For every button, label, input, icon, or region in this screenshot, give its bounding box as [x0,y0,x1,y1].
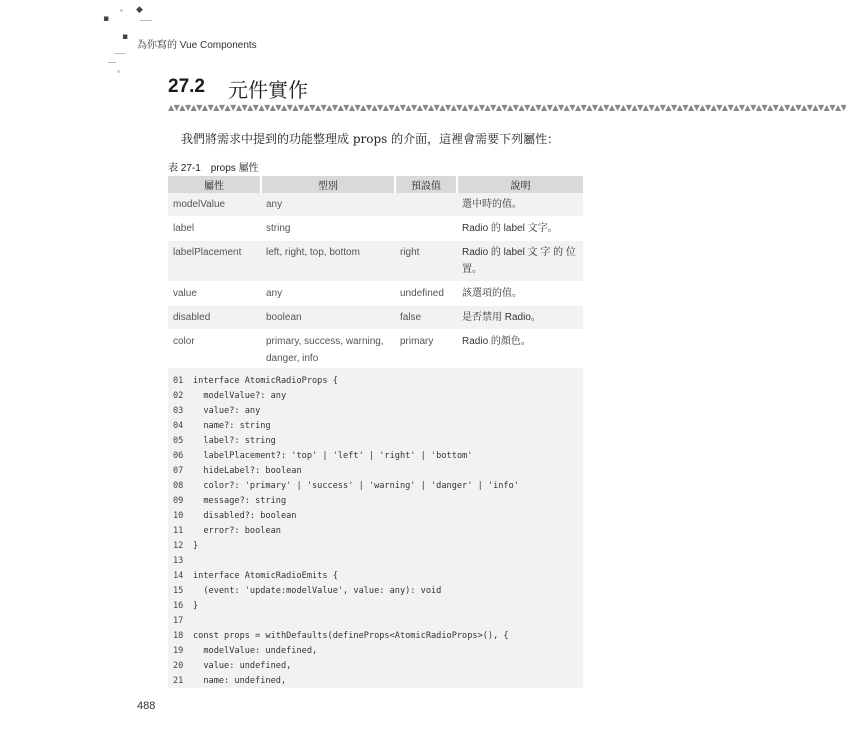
cell-desc: Radio 的 label 文 字 的 位置。 [457,241,583,282]
cell-name: disabled [168,306,261,330]
line-number: 04 [173,421,184,431]
triangle-divider: ▲▼▲▼▲▼▲▼▲▼▲▼▲▼▲▼▲▼▲▼▲▼▲▼▲▼▲▼▲▼▲▼▲▼▲▼▲▼▲▼▲▼▲▼▲▼▲▼▲▼▲▼▲▼▲▼▲▼▲▼▲▼▲▼▲▼▲▼▲▼▲▼▲▼▲▼▲▼▲▼▲▼▲▼▲▼▲▼▲▼▲▼▲▼▲▼▲▼▲▼▲▼▲▼▲▼▲▼▲▼▲▼▲▼▲▼▲▼▲▼ [168,103,846,112]
section-number: 27.2 [168,76,205,97]
line-number: 08 [173,481,184,491]
cell-type: primary, success, warning, danger, info [261,330,395,371]
cell-type: string [261,217,395,241]
cell-type: boolean [261,306,395,330]
line-number: 01 [173,376,184,386]
line-number: 06 [173,451,184,461]
code-text: name: undefined, [193,676,287,686]
square-icon: ▪ [103,14,110,24]
code-text: message?: string [193,496,287,506]
header-cell-description: 說明 [457,176,583,193]
section-title: 元件實作 [228,78,308,102]
code-text: value: undefined, [193,661,292,671]
code-text: hideLabel?: boolean [193,466,302,476]
cell-name: value [168,282,261,306]
code-line [173,389,519,404]
running-header: 為你寫的 Vue Components [137,40,257,51]
cell-type: left, right, top, bottom [261,241,395,282]
line-number: 16 [173,601,184,611]
code-text: interface AtomicRadioEmits { [193,571,338,581]
table-row [168,193,583,217]
line-number: 18 [173,631,184,641]
cell-name: labelPlacement [168,241,261,282]
line-number: 17 [173,616,184,626]
code-line [173,599,519,614]
cell-desc: 選中時的值。 [457,193,583,217]
code-line [173,614,519,629]
cell-desc: 是否禁用 Radio。 [457,306,583,330]
line-number: 15 [173,586,184,596]
cell-default: right [395,241,457,282]
code-line [173,659,519,674]
code-text: label?: string [193,436,276,446]
cell-default: primary [395,330,457,371]
line-number: 14 [173,571,184,581]
intro-paragraph: 我們將需求中提到的功能整理成 props 的介面，這裡會需要下列屬性： [181,132,560,146]
cell-default [395,193,457,217]
cell-name: modelValue [168,193,261,217]
code-text: (event: 'update:modelValue', value: any): void [193,586,442,596]
code-text: modelValue?: any [193,391,287,401]
line-number: 03 [173,406,184,416]
line-number: 09 [173,496,184,506]
code-line [173,449,519,464]
cell-desc: 該選項的值。 [457,282,583,306]
header-cell-default: 預設值 [395,176,457,193]
code-line [173,584,519,599]
code-line [173,494,519,509]
cell-desc: Radio 的 label 文字。 [457,217,583,241]
code-line [173,374,519,389]
code-line [173,569,519,584]
code-line [173,479,519,494]
decorative-line [115,53,125,54]
cell-desc: Radio 的顏色。 [457,330,583,371]
line-number: 11 [173,526,184,536]
code-text: } [193,541,199,551]
table-header-row [168,176,583,193]
code-text: labelPlacement?: 'top' | 'left' | 'right' | 'bottom' [193,451,473,461]
code-line [173,629,519,644]
decorative-line [108,62,116,63]
line-number: 12 [173,541,184,551]
line-number: 20 [173,661,184,671]
cell-default [395,217,457,241]
cell-default: undefined [395,282,457,306]
square-icon: ▪ [122,32,129,42]
line-number: 19 [173,646,184,656]
code-text: value?: any [193,406,261,416]
table-row [168,282,583,306]
code-text: disabled?: boolean [193,511,297,521]
diamond-icon: ◆ [136,5,143,15]
code-text: error?: boolean [193,526,281,536]
line-number: 07 [173,466,184,476]
code-text: modelValue: undefined, [193,646,318,656]
dot-icon [117,70,120,73]
dot-icon [120,9,123,12]
decorative-line [140,20,152,21]
page-number: 488 [137,700,156,712]
line-number: 05 [173,436,184,446]
line-number: 02 [173,391,184,401]
table-caption: 表 27-1 props 屬性 [168,163,259,174]
cell-default: false [395,306,457,330]
code-text: name?: string [193,421,271,431]
header-cell-attribute: 屬性 [168,176,261,193]
line-number: 10 [173,511,184,521]
code-line [173,464,519,479]
props-table [168,176,583,371]
code-line [173,509,519,524]
table-row [168,217,583,241]
code-text: color?: 'primary' | 'success' | 'warning' | 'danger' | 'info' [193,481,519,491]
code-line [173,674,519,689]
table-row [168,241,583,282]
code-text: interface AtomicRadioProps { [193,376,338,386]
code-listing [173,374,519,689]
code-line [173,644,519,659]
line-number: 21 [173,676,184,686]
code-text: } [193,601,199,611]
cell-name: label [168,217,261,241]
cell-type: any [261,193,395,217]
line-number: 13 [173,556,184,566]
header-cell-type: 型別 [261,176,395,193]
cell-type: any [261,282,395,306]
code-line [173,539,519,554]
table-row [168,306,583,330]
code-text: const props = withDefaults(defineProps<AtomicRadioProps>(), { [193,631,509,641]
table-row [168,330,583,371]
code-line [173,419,519,434]
code-line [173,554,519,569]
code-line [173,524,519,539]
code-line [173,404,519,419]
cell-name: color [168,330,261,371]
code-line [173,434,519,449]
